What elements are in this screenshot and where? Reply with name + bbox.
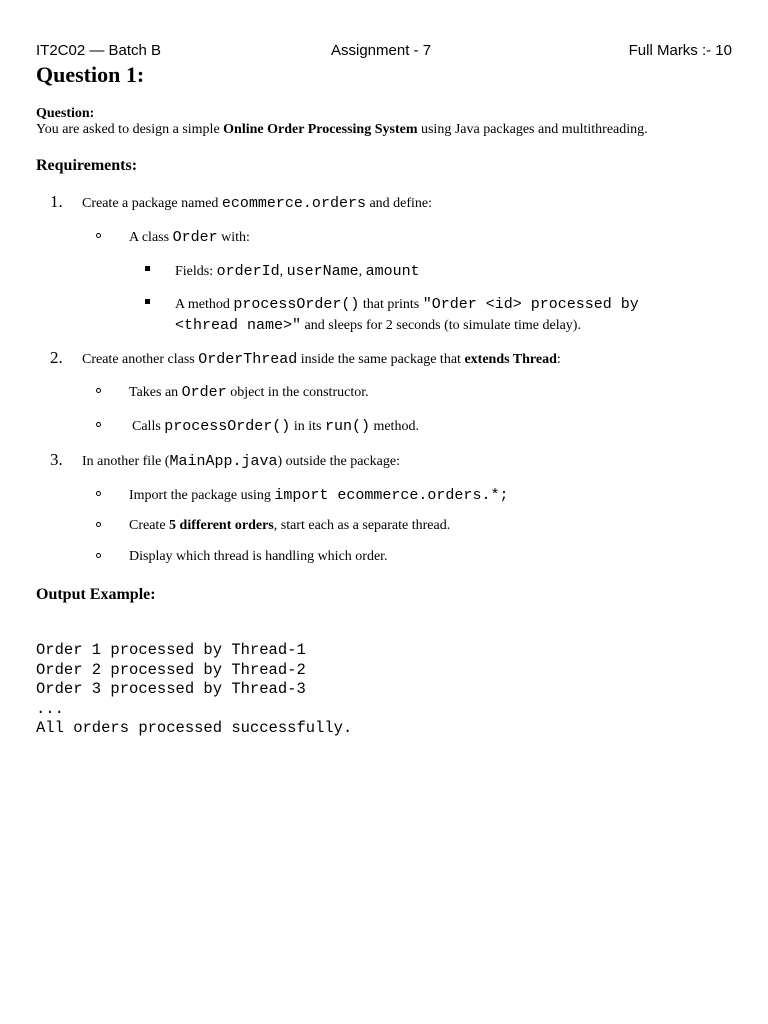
item-1-method: A method processOrder() that prints "Order <id> processed by	[175, 296, 639, 313]
circle-bullet	[96, 422, 101, 427]
output-line: Order 2 processed by Thread-2	[36, 661, 306, 679]
item-2-sub-1: Takes an Order object in the constructor.	[129, 384, 369, 401]
item-number-3: 3.	[50, 450, 63, 469]
item-1-text: Create a package named ecommerce.orders and define:	[82, 195, 433, 212]
full-marks: Full Marks :- 10	[628, 42, 732, 59]
item-3-sub-2: Create 5 different orders, start each as a separate thread.	[129, 518, 451, 533]
page-header	[36, 42, 732, 62]
square-bullet	[145, 299, 150, 304]
item-1-fields: Fields: orderId, userName, amount	[175, 263, 420, 280]
circle-bullet	[96, 388, 101, 393]
circle-bullet	[96, 491, 101, 496]
circle-bullet	[96, 233, 101, 238]
question-text: You are asked to design a simple Online Order Processing System using Java packages and multithreading.	[36, 122, 648, 137]
system-name: Online Order Processing System	[223, 122, 418, 137]
requirements-heading: Requirements:	[36, 157, 138, 174]
item-1-method-cont: <thread name>" and sleeps for 2 seconds (to simulate time delay).	[175, 317, 581, 334]
circle-bullet	[96, 553, 101, 558]
assignment-number: Assignment - 7	[331, 42, 432, 59]
output-line: Order 1 processed by Thread-1	[36, 641, 306, 659]
output-line: Order 3 processed by Thread-3	[36, 680, 306, 698]
question-title: Question 1:	[36, 62, 145, 87]
item-number-2: 2.	[50, 348, 63, 367]
item-2-sub-2: Calls processOrder() in its run() method.	[132, 418, 419, 435]
square-bullet	[145, 266, 150, 271]
item-2-text: Create another class OrderThread inside the same package that extends Thread:	[82, 351, 561, 368]
item-3-text: In another file (MainApp.java) outside the package:	[82, 453, 400, 470]
item-3-sub-3: Display which thread is handling which order.	[129, 549, 388, 564]
question-label: Question:	[36, 106, 95, 121]
item-3-sub-1: Import the package using import ecommerce.orders.*;	[129, 487, 509, 504]
item-1-sub-1: A class Order with:	[129, 229, 250, 246]
item-number-1: 1.	[50, 192, 63, 211]
output-heading: Output Example:	[36, 586, 156, 603]
output-line: ...	[36, 700, 64, 718]
circle-bullet	[96, 522, 101, 527]
output-line: All orders processed successfully.	[36, 719, 353, 737]
course-batch: IT2C02 — Batch B	[36, 42, 162, 59]
